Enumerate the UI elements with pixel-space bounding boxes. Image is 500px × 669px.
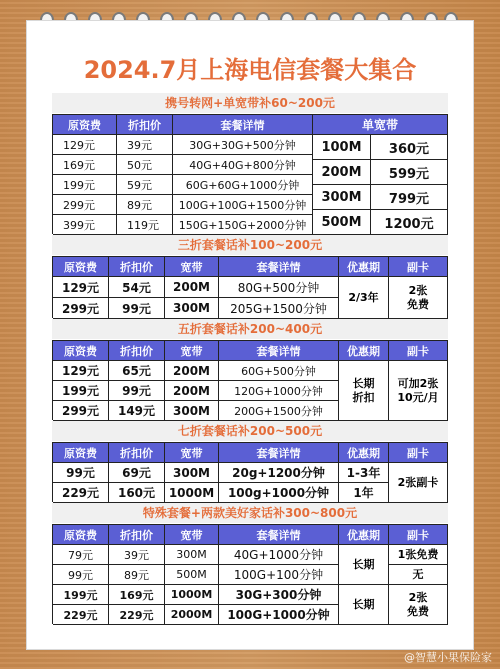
cell-original: 129元 [53,135,117,155]
cell-original: 299元 [53,298,109,319]
col-plan-details: 套餐详情 [219,443,339,463]
cell-price: 799元 [371,185,448,210]
cell-original: 99元 [53,463,109,483]
cell-discount: 89元 [117,195,173,215]
cell-discount: 39元 [117,135,173,155]
cell-details: 60G+500分钟 [219,361,339,381]
cell-details: 205G+1500分钟 [219,298,339,319]
col-plan-details: 套餐详情 [173,115,313,135]
table-transfer [52,114,448,234]
cell-price: 599元 [371,160,448,185]
col-discount-price: 折扣价 [117,115,173,135]
col-plan-details: 套餐详情 [219,525,339,545]
col-period: 优惠期 [339,341,389,361]
cell-broadband: 300M [165,401,219,421]
cell-details: 150G+150G+2000分钟 [173,215,313,235]
cell-discount: 149元 [109,401,165,421]
cell-details: 60G+60G+1000分钟 [173,175,313,195]
cell-discount: 99元 [109,381,165,401]
cell-period: 2/3年 [339,277,389,319]
sub-card-line: 2张 [408,590,428,604]
cell-broadband: 300M [165,463,219,483]
cell-sub-card: 2张副卡 [389,463,448,503]
col-period: 优惠期 [339,257,389,277]
cell-original: 299元 [53,195,117,215]
cell-details: 100G+100分钟 [219,565,339,585]
col-period: 优惠期 [339,525,389,545]
table-header-row [53,115,449,135]
cell-sub-card: 1张免费 [389,545,448,565]
cell-details: 120G+1000分钟 [219,381,339,401]
cell-details: 100G+100G+1500分钟 [173,195,313,215]
sub-card-line: 免费 [407,604,429,618]
col-period: 优惠期 [339,443,389,463]
cell-original: 79元 [53,545,109,565]
cell-original: 229元 [53,605,109,625]
cell-discount: 39元 [109,545,165,565]
cell-original: 199元 [53,585,109,605]
col-original-price: 原资费 [53,341,109,361]
table-header-row [53,443,449,463]
col-discount-price: 折扣价 [109,525,165,545]
cell-details: 100G+1000分钟 [219,605,339,625]
broadband-row [313,210,448,235]
cell-price: 1200元 [371,210,448,235]
cell-discount: 89元 [109,565,165,585]
cell-broadband: 1000M [165,483,219,503]
cell-details: 200G+1500分钟 [219,401,339,421]
broadband-row [313,185,448,210]
cell-discount: 160元 [109,483,165,503]
col-sub-card: 副卡 [389,443,448,463]
cell-period: 长期 [339,545,389,585]
sub-card-line: 可加2张 [397,376,439,390]
cell-original: 199元 [53,175,117,195]
table-50pct [52,340,448,420]
cell-original: 299元 [53,401,109,421]
cell-details: 40G+1000分钟 [219,545,339,565]
cell-broadband: 1000M [165,585,219,605]
page-title: 2024.7月上海电信套餐大集合 [83,56,417,84]
cell-details: 40G+40G+800分钟 [173,155,313,175]
col-original-price: 原资费 [53,525,109,545]
col-original-price: 原资费 [53,115,117,135]
sub-card-line: 10元/月 [397,390,439,404]
col-sub-card: 副卡 [389,257,448,277]
cell-period [339,361,389,421]
cell-broadband: 200M [165,381,219,401]
cell-sub-card [389,585,448,625]
cell-details: 80G+500分钟 [219,277,339,298]
cell-discount: 54元 [109,277,165,298]
col-broadband: 宽带 [165,257,219,277]
cell-broadband: 2000M [165,605,219,625]
watermark: @智慧小果保险家 [404,651,492,664]
cell-sub-card [389,361,448,421]
cell-original: 99元 [53,565,109,585]
cell-discount: 50元 [117,155,173,175]
cell-period: 1-3年 [339,463,389,483]
cell-discount: 59元 [117,175,173,195]
col-broadband: 宽带 [165,525,219,545]
col-broadband-only: 单宽带 [313,115,448,135]
table-header-row [53,525,449,545]
cell-original: 129元 [53,361,109,381]
cell-broadband: 500M [165,565,219,585]
sub-card-line: 免费 [407,297,429,311]
cell-broadband: 300M [165,545,219,565]
section-title-transfer: 携号转网+单宽带补60~200元 [52,93,448,113]
col-discount-price: 折扣价 [109,443,165,463]
table-header-row [53,341,449,361]
cell-details: 30G+30G+500分钟 [173,135,313,155]
cell-speed: 100M [313,135,371,160]
col-broadband: 宽带 [165,341,219,361]
col-original-price: 原资费 [53,443,109,463]
cell-details: 100g+1000分钟 [219,483,339,503]
col-sub-card: 副卡 [389,525,448,545]
cell-original: 169元 [53,155,117,175]
col-original-price: 原资费 [53,257,109,277]
cell-broadband: 300M [165,298,219,319]
broadband-row [313,160,448,185]
broadband-row [313,135,448,160]
cell-speed: 300M [313,185,371,210]
section-title-50pct: 五折套餐话补200~400元 [52,319,448,339]
table-header-row [53,257,449,277]
section-title-special: 特殊套餐+两款美好家话补300~800元 [52,503,448,523]
cell-discount: 99元 [109,298,165,319]
period-line: 折扣 [352,390,375,404]
col-discount-price: 折扣价 [109,257,165,277]
cell-discount: 69元 [109,463,165,483]
cell-speed: 500M [313,210,371,235]
cell-details: 30G+300分钟 [219,585,339,605]
cell-broadband: 200M [165,361,219,381]
cell-period: 长期 [339,585,389,625]
col-discount-price: 折扣价 [109,341,165,361]
sub-card-line: 2张 [408,283,428,297]
cell-original: 229元 [53,483,109,503]
table-special [52,524,448,624]
cell-discount: 229元 [109,605,165,625]
cell-sub-card: 无 [389,565,448,585]
cell-discount: 65元 [109,361,165,381]
col-plan-details: 套餐详情 [219,341,339,361]
cell-discount: 119元 [117,215,173,235]
period-line: 长期 [352,376,375,390]
cell-details: 20g+1200分钟 [219,463,339,483]
col-broadband: 宽带 [165,443,219,463]
section-title-70pct: 七折套餐话补200~500元 [52,421,448,441]
cell-period: 1年 [339,483,389,503]
cell-original: 199元 [53,381,109,401]
cell-broadband: 200M [165,277,219,298]
cell-original: 129元 [53,277,109,298]
cell-speed: 200M [313,160,371,185]
section-title-30pct: 三折套餐话补100~200元 [52,235,448,255]
table-30pct [52,256,448,318]
col-sub-card: 副卡 [389,341,448,361]
table-70pct [52,442,448,502]
cell-price: 360元 [371,135,448,160]
cell-sub-card [389,277,448,319]
plans-sheet [52,93,448,646]
cell-original: 399元 [53,215,117,235]
col-plan-details: 套餐详情 [219,257,339,277]
cell-discount: 169元 [109,585,165,605]
